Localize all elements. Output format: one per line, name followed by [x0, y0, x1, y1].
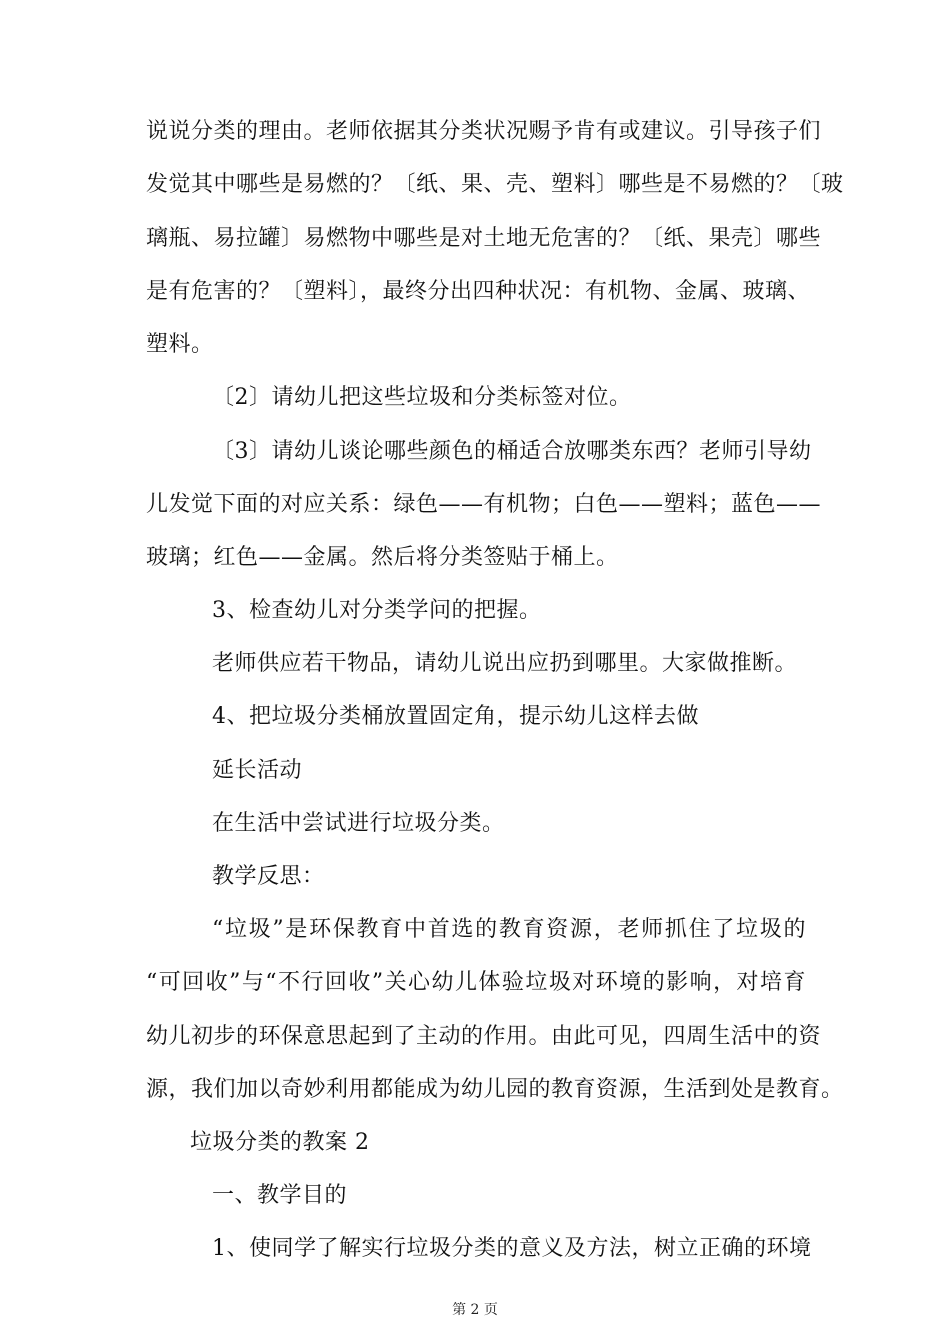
paragraph-line: 是有危害的？〔塑料〕，最终分出四种状况：有机物、金属、玻璃、 — [146, 279, 811, 304]
paragraph-line: 幼儿初步的环保意思起到了主动的作用。由此可见，四周生活中的资 — [146, 1024, 822, 1049]
paragraph-line: 玻璃；红色——金属。然后将分类签贴于桶上。 — [146, 545, 619, 570]
page-number: 第 2 页 — [452, 1302, 498, 1318]
document-subtitle: 垃圾分类的教案 2 — [190, 1130, 370, 1155]
section-heading: 延长活动 — [212, 758, 303, 783]
paragraph-line: 〔3〕请幼儿谈论哪些颜色的桶适合放哪类东西？老师引导幼 — [212, 439, 812, 464]
paragraph-line — [212, 1234, 812, 1264]
paragraph-line-text: 1、使同学了解实行垃圾分类的意义及方法，树立正确的环境 — [212, 1236, 812, 1261]
paragraph-line: 说说分类的理由。老师依据其分类状况赐予肯有或建议。引导孩子们 — [146, 119, 822, 144]
paragraph-line: 塑料。 — [146, 332, 214, 357]
paragraph-line: 发觉其中哪些是易燃的？〔纸、果、壳、塑料〕哪些是不易燃的？〔玻 — [146, 172, 844, 197]
paragraph-line: 儿发觉下面的对应关系：绿色——有机物；白色——塑料；蓝色—— — [146, 492, 822, 517]
paragraph-line: “垃圾”是环保教育中首选的教育资源，老师抓住了垃圾的 — [212, 917, 806, 942]
section-heading: 教学反思： — [212, 864, 325, 889]
paragraph-line: 〔2〕请幼儿把这些垃圾和分类标签对位。 — [212, 385, 632, 410]
paragraph-line: 璃瓶、易拉罐〕易燃物中哪些是对土地无危害的？〔纸、果壳〕哪些 — [146, 226, 822, 251]
paragraph-line: 源，我们加以奇妙利用都能成为幼儿园的教育资源，生活到处是教育。 — [146, 1077, 844, 1102]
paragraph-line: 在生活中尝试进行垃圾分类。 — [212, 811, 505, 836]
section-heading: 一、教学目的 — [212, 1183, 348, 1208]
paragraph-line: 3、检查幼儿对分类学问的把握。 — [212, 598, 542, 623]
paragraph-line: 4、把垃圾分类桶放置固定角，提示幼儿这样去做 — [212, 704, 699, 729]
paragraph-line: 老师供应若干物品，请幼儿说出应扔到哪里。大家做推断。 — [212, 651, 798, 676]
paragraph-line: “可回收”与“不行回收”关心幼儿体验垃圾对环境的影响，对培育 — [146, 970, 806, 995]
